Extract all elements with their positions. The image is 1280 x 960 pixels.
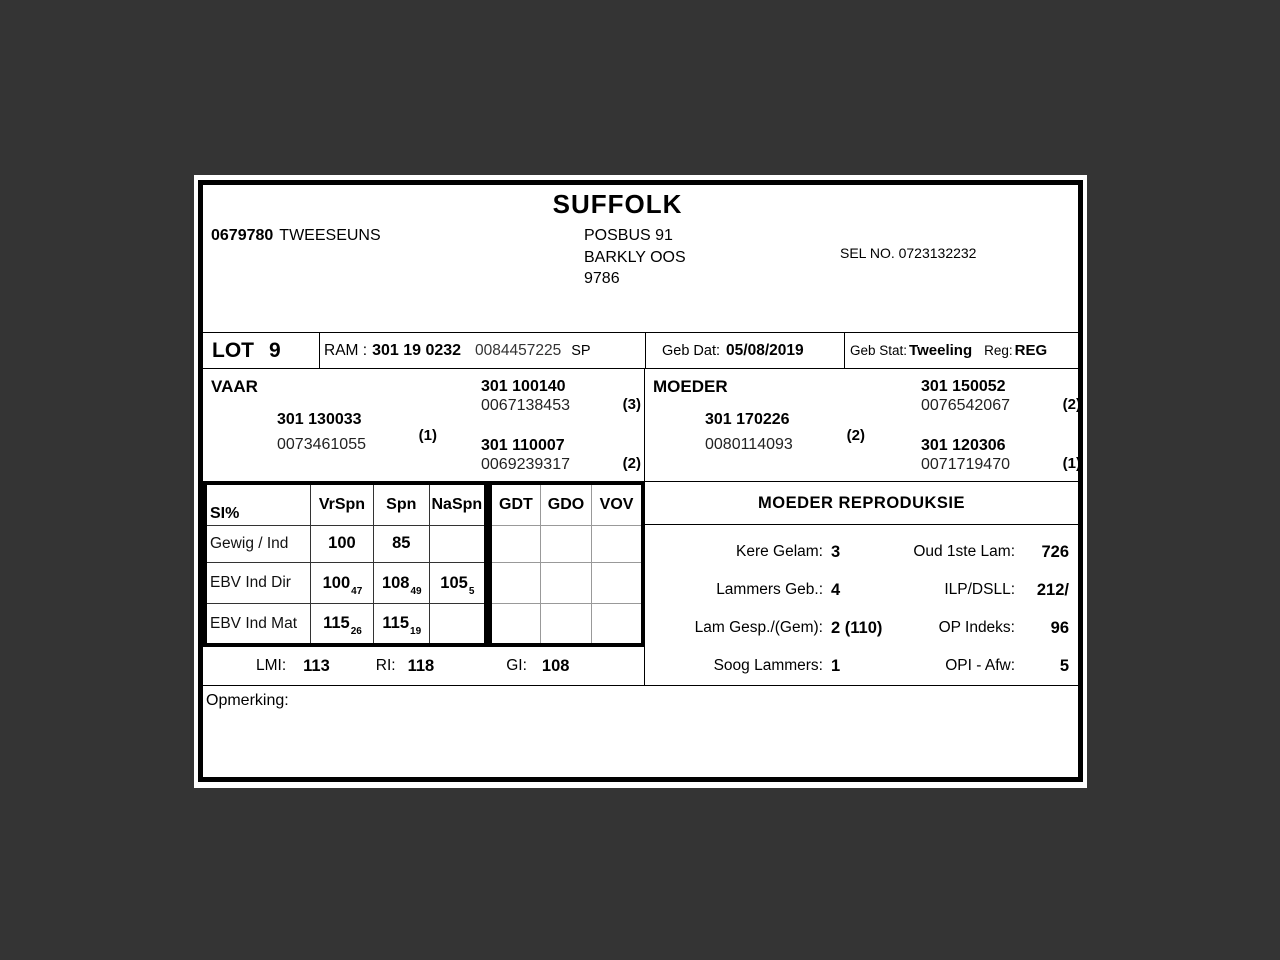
lmi-value: 113	[303, 656, 330, 675]
cell-value: 108	[381, 573, 410, 592]
animal-note: (3)	[622, 396, 641, 413]
field-label: Lammers Geb.:	[716, 581, 823, 598]
cell-accuracy: 5	[468, 585, 475, 597]
dam-grandparent-entry	[921, 437, 1081, 474]
animal-note: (1)	[418, 427, 437, 444]
cell-value: 105	[440, 573, 468, 592]
breeder-line	[211, 227, 381, 245]
reproduction-row	[645, 571, 1078, 609]
row-label: EBV Ind Mat	[205, 604, 311, 645]
animal-note: (2)	[622, 455, 641, 472]
empty-cell	[490, 604, 540, 645]
breeder-name: TWEESEUNS	[279, 227, 381, 244]
animal-id: 301 100140	[481, 378, 566, 395]
row-label: Gewig / Ind	[205, 525, 311, 563]
ri-label: RI:	[375, 657, 396, 674]
cell-value: 100	[322, 573, 351, 592]
gdt-table	[488, 481, 645, 647]
table-row	[490, 525, 643, 563]
ram-id: 301 19 0232	[372, 341, 462, 359]
table-row	[490, 563, 643, 604]
reproduction-row	[645, 609, 1078, 647]
column-header: GDT	[490, 483, 540, 525]
ram-cell	[319, 333, 645, 368]
cell-number: SEL NO. 0723132232	[840, 245, 977, 261]
reproduction-rows	[645, 525, 1078, 685]
indices-row	[203, 647, 645, 685]
animal-note: (2)	[1062, 396, 1081, 413]
remarks-section	[203, 685, 1078, 777]
table-row	[205, 563, 486, 604]
field-value: 5	[1059, 656, 1069, 675]
field-label: OPI - Afw:	[945, 657, 1015, 674]
column-header: GDO	[540, 483, 591, 525]
card-frame	[198, 180, 1083, 782]
breed-title: SUFFOLK	[552, 189, 683, 219]
card-header	[203, 185, 1078, 332]
sale-catalog-card	[194, 175, 1087, 788]
field-label: Soog Lammers:	[713, 657, 823, 674]
column-header: VrSpn	[311, 483, 374, 525]
lot-number: 9	[269, 338, 281, 362]
birth-status-cell	[844, 333, 1078, 368]
animal-id: 301 130033	[277, 411, 362, 428]
mother-reproduction-panel	[644, 481, 1078, 685]
pedigree-sire	[203, 369, 644, 481]
empty-cell	[490, 525, 540, 563]
reg-label: Reg:	[984, 343, 1013, 358]
reg-value: REG	[1014, 342, 1048, 359]
lmi-label: LMI:	[256, 657, 287, 674]
column-header: Spn	[373, 483, 429, 525]
lot-cell	[203, 333, 319, 368]
column-header: VOV	[592, 483, 643, 525]
cell-accuracy: 47	[351, 585, 363, 597]
animal-reg: 0080114093	[705, 436, 793, 453]
field-value: 2 (110)	[831, 618, 883, 637]
empty-cell	[592, 525, 643, 563]
cell-value: 115	[323, 614, 350, 633]
breeder-address	[584, 225, 686, 290]
birth-date-value: 05/08/2019	[726, 341, 804, 359]
field-label: Kere Gelam:	[735, 543, 823, 560]
cell-value: 100	[328, 534, 356, 553]
sire-label: VAAR	[211, 377, 258, 396]
animal-id: 301 110007	[481, 437, 565, 454]
pedigree-section	[203, 369, 1081, 481]
lot-label: LOT	[212, 338, 254, 362]
sire-grandparent-entry	[481, 437, 641, 474]
field-value: 96	[1050, 618, 1069, 637]
field-label: ILP/DSLL:	[944, 581, 1015, 598]
field-label: OP Indeks:	[938, 619, 1015, 636]
column-header: NaSpn	[429, 483, 486, 525]
cell-accuracy: 49	[410, 585, 422, 597]
field-value: 4	[831, 580, 841, 599]
animal-reg: 0069239317	[481, 456, 570, 473]
field-label: Oud 1ste Lam:	[913, 543, 1015, 560]
row-label: EBV Ind Dir	[205, 563, 311, 604]
field-value: 3	[831, 542, 841, 561]
birth-status-label: Geb Stat:	[850, 343, 908, 358]
field-value: 212/	[1036, 580, 1069, 599]
table-row	[205, 525, 486, 563]
pedigree-dam	[644, 369, 1081, 481]
address-line: 9786	[584, 270, 620, 287]
ram-suffix: SP	[571, 342, 591, 359]
si-corner-label: SI%	[205, 483, 311, 525]
empty-cell	[592, 563, 643, 604]
animal-reg: 0071719470	[921, 456, 1010, 473]
ram-registration: 0084457225	[475, 341, 562, 359]
dam-entry	[705, 411, 865, 454]
dam-grandparent-entry	[921, 378, 1081, 415]
ri-value: 118	[407, 656, 435, 675]
table-row	[205, 604, 486, 645]
animal-reg: 0073461055	[277, 436, 366, 453]
sire-grandparent-entry	[481, 378, 641, 415]
field-value: 1	[831, 656, 841, 675]
animal-id: 301 170226	[705, 411, 790, 428]
lot-row	[203, 332, 1078, 369]
animal-reg: 0076542067	[921, 397, 1010, 414]
field-label: Lam Gesp./(Gem):	[694, 619, 823, 636]
cell-value: 115	[382, 614, 410, 633]
table-row	[490, 604, 643, 645]
empty-cell	[540, 563, 591, 604]
birth-status-value: Tweeling	[909, 342, 973, 359]
address-line: POSBUS 91	[584, 227, 673, 244]
si-index-table	[203, 481, 488, 647]
empty-cell	[540, 604, 591, 645]
animal-reg: 0067138453	[481, 397, 570, 414]
gi-label: GI:	[506, 657, 527, 674]
dam-label: MOEDER	[653, 377, 728, 396]
remarks-label: Opmerking:	[206, 692, 289, 709]
birth-date-label: Geb Dat:	[662, 342, 721, 359]
animal-note: (2)	[846, 427, 865, 444]
empty-cell	[490, 563, 540, 604]
sire-entry	[277, 411, 437, 454]
breeder-id: 0679780	[211, 227, 274, 244]
field-value: 726	[1041, 542, 1069, 561]
empty-cell	[540, 525, 591, 563]
empty-cell	[592, 604, 643, 645]
cell-accuracy: 26	[350, 626, 362, 638]
cell-accuracy: 19	[410, 626, 422, 638]
reproduction-row	[645, 533, 1078, 571]
gi-value: 108	[541, 656, 570, 675]
animal-id: 301 120306	[921, 437, 1006, 454]
reproduction-row	[645, 647, 1078, 685]
animal-id: 301 150052	[921, 378, 1006, 395]
panel-title: MOEDER REPRODUKSIE	[645, 482, 1078, 525]
animal-note: (1)	[1062, 455, 1081, 472]
ram-label: RAM :	[324, 341, 368, 359]
cell-value: 85	[392, 534, 411, 553]
birth-date-cell	[645, 333, 844, 368]
address-line: BARKLY OOS	[584, 248, 686, 266]
